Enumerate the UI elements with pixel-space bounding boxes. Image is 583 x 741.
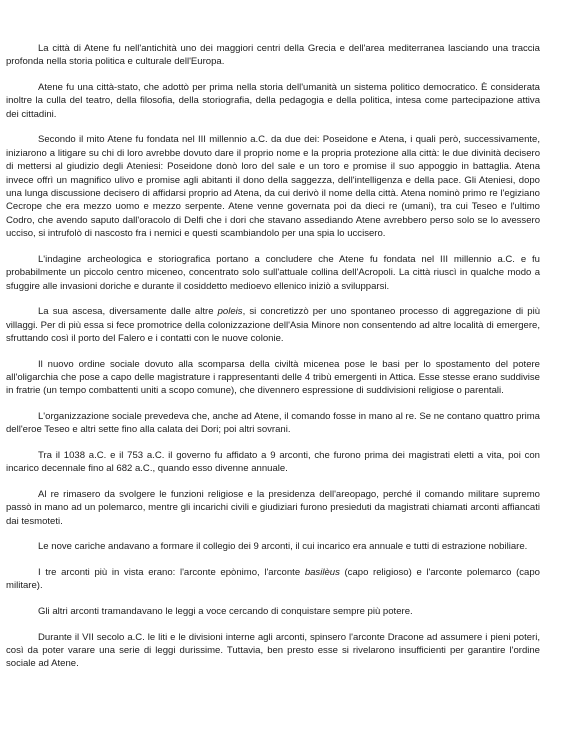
paragraph-text: Atene fu una città-stato, che adottò per prima nella storia dell'umanità un sistema politico democratico. È considerata inoltre la culla del teatro, della filosofia, della storiografia, della pedagogia e della politica, intesa come partecipazione attiva dei cittadini. [6, 82, 540, 120]
paragraph-text: Le nove cariche andavano a formare il collegio dei 9 arconti, il cui incarico era annuale e tutti di estrazione nobiliare. [38, 541, 528, 553]
paragraph-text: , si concretizzò per uno spontaneo processo di aggregazione di più villaggi. Per di più essa si fece promotrice della colonizzazione dell'Asia Minore non consentendo ad altre località di emergere, sfruttando così il porto del Falero e i contatti con le nuove colonie. [6, 306, 541, 345]
italic-term: poleis [217, 306, 243, 318]
paragraph-text: Secondo il mito Atene fu fondata nel III millennio a.C. da due dei: Poseidone e Atena, i quali però, successivamente, iniziarono a litigare su chi di loro avrebbe dovuto dare il proprio nome e la propria protezione alla città: le due divinità decisero di mettersi al giudizio degli Ateniesi: Poseidone donò loro del sale e un toro e promise il suo appoggio in battaglia. Atena invece offrì un magnifico ulivo e promise agli abitanti il dono della saggezza, dell'intelligenza e della pace. Gli Ateniesi, dopo una lunga discussione decisero di affidarsi proprio ad Atena, da cui derivò il nome della città. Atena nominò primo re l'egiziano Cecrope che era mezzo uomo e mezzo serpente. Atene venne governata poi da dieci re (umani), tra cui Teseo e l'ultimo Codro, che avendo saputo dall'oracolo di Delfi che i dori che stavano assediando Atene avrebbero perso solo se lo avessero ucciso, si intrufolò di nascosto fra i nemici e questi scambiandolo per una spia lo uccisero. [6, 134, 540, 240]
paragraph [6, 81, 540, 121]
paragraph [6, 566, 540, 593]
italic-term: basilèus [304, 567, 340, 579]
paragraph-text: Il nuovo ordine sociale dovuto alla scomparsa della civiltà micenea pose le basi per lo spostamento del potere all'oligarchia che pose a capo delle magistrature i rappresentanti delle 4 tribù emergenti in Attica. Esse stesse erano suddivise in fratrie (un tempo combattenti uniti a scopo comune), che divennero espressione di suddivisioni religiose o parentali. [6, 358, 540, 397]
paragraph [6, 631, 540, 671]
paragraph-text: La sua ascesa, diversamente dalle altre [38, 306, 218, 318]
paragraph-text: Al re rimasero da svolgere le funzioni religiose e la presidenza dell'areopago, perché il comando militare supremo passò in mano ad un polemarco, mentre gli incarichi civili e giudiziari furono presieduti da magistrati chiamati arconti affiancati dai tesmoteti. [6, 489, 540, 527]
paragraph [6, 410, 540, 437]
paragraph-text: Durante il VII secolo a.C. le liti e le divisioni interne agli arconti, spinsero l'arconte Dracone ad assumere i pieni poteri, così da poter varare una serie di leggi durissime. Tuttavia, ben presto esse si rivelarono insufficienti per garantire l'ordine sociale ad Atene. [6, 631, 540, 670]
paragraph [6, 605, 540, 618]
paragraph [6, 305, 540, 345]
paragraph-text: L'organizzazione sociale prevedeva che, anche ad Atene, il comando fosse in mano al re. Se ne contano quattro prima dell'eroe Teseo e altri sette fino alla calata dei Dori; poi altri sovrani. [6, 411, 540, 436]
paragraph-text: La città di Atene fu nell'antichità uno dei maggiori centri della Grecia e dell'area mediterranea lasciando una traccia profonda nella storia politica e culturale dell'Europa. [6, 43, 540, 68]
paragraph [6, 358, 540, 398]
paragraph-text: Gli altri arconti tramandavano le leggi a voce cercando di conquistare sempre più potere. [38, 606, 413, 618]
paragraph [6, 540, 540, 553]
document-body [6, 42, 540, 671]
paragraph [6, 42, 540, 69]
paragraph-text: L'indagine archeologica e storiografica portano a concludere che Atene fu fondata nel III millennio a.C. e fu probabilmente un piccolo centro miceneo, concentrato solo sull'attuale collina dell'Acropoli. La città riuscì in qualche modo a sfuggire alle invasioni doriche e durante il cosiddetto medioevo ellenico iniziò a svilupparsi. [6, 253, 540, 292]
paragraph [6, 488, 540, 528]
paragraph [6, 449, 540, 476]
paragraph [6, 253, 540, 293]
paragraph [6, 133, 540, 240]
paragraph-text: (capo religioso) e l'arconte polemarco (capo militare). [6, 567, 540, 592]
paragraph-text: I tre arconti più in vista erano: l'arconte epònimo, l'arconte [38, 567, 305, 579]
paragraph-text: Tra il 1038 a.C. e il 753 a.C. il governo fu affidato a 9 arconti, che furono prima dei magistrati eletti a vita, poi con incarico decennale fino al 682 a.C., quando esso divenne annuale. [6, 450, 540, 475]
